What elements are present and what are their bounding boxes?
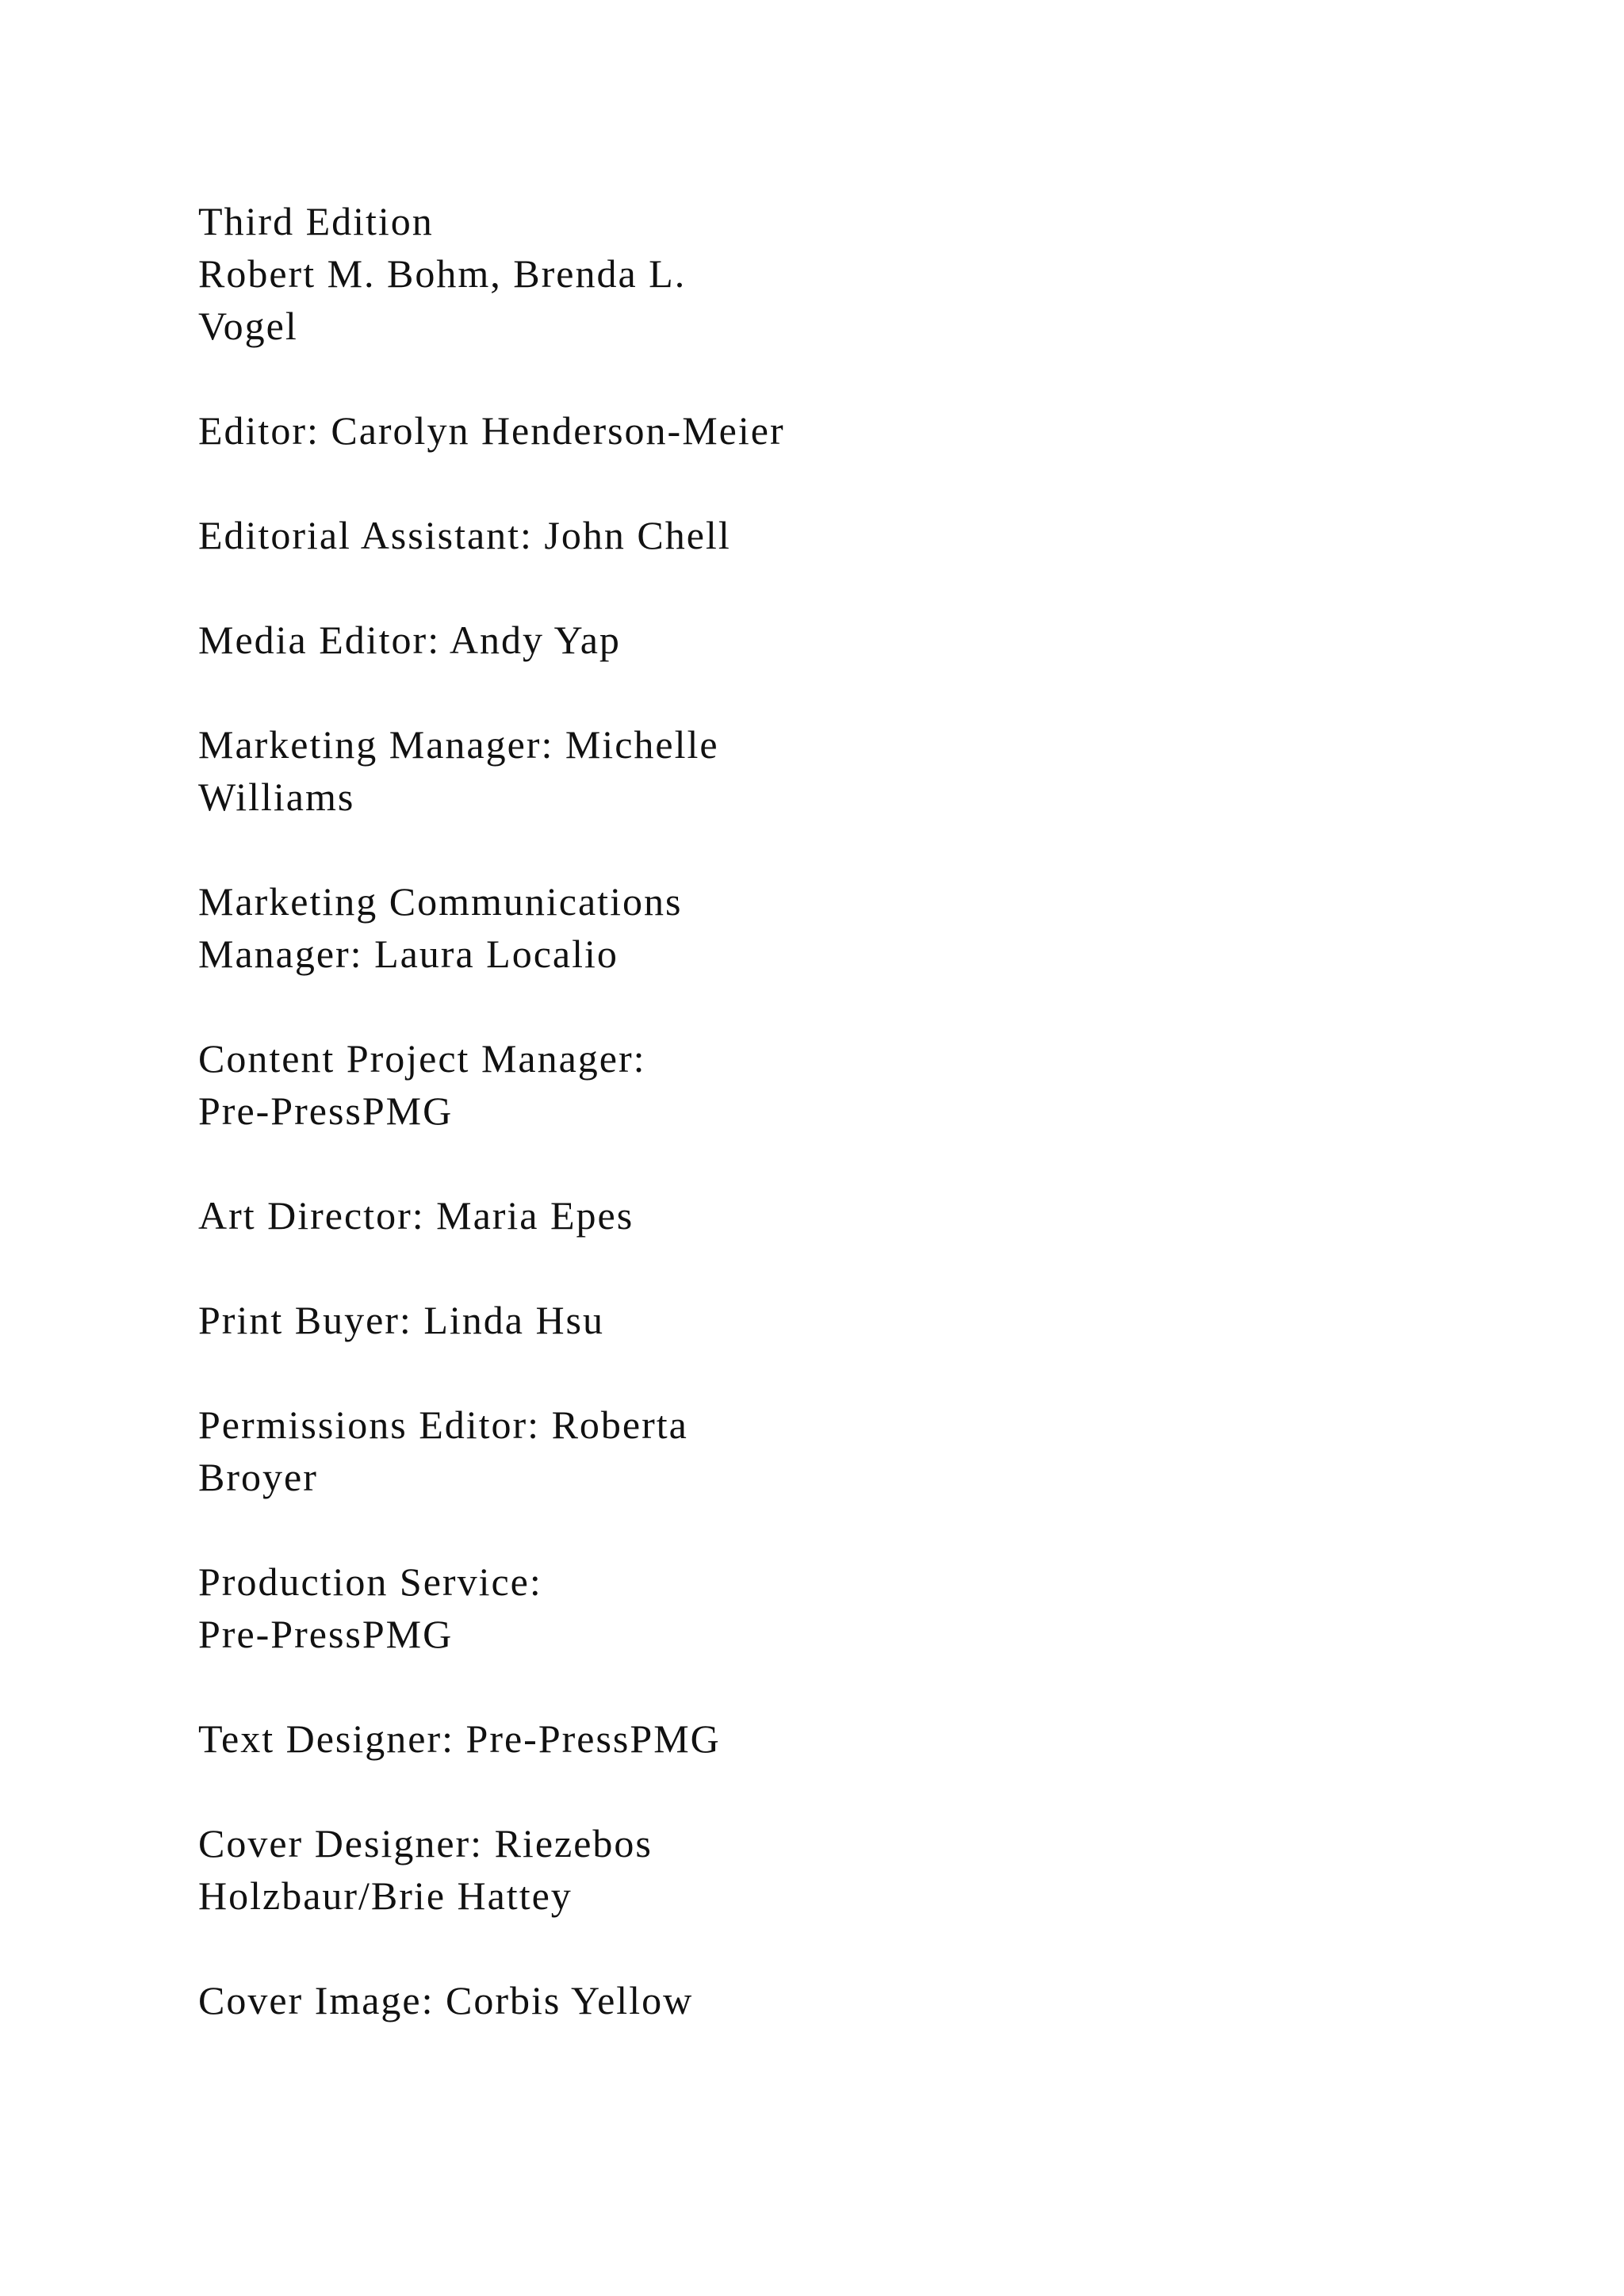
credit-content-project-manager <box>198 1032 1071 1137</box>
credit-line: Editorial Assistant: John Chell <box>198 513 731 557</box>
credit-line: Marketing Communications <box>198 879 683 924</box>
credit-line: Cover Designer: Riezebos <box>198 1821 653 1866</box>
credit-line: Broyer <box>198 1455 318 1499</box>
credit-media-editor <box>198 614 1071 666</box>
credits-text <box>198 195 1071 2026</box>
credit-print-buyer <box>198 1294 1071 1346</box>
credit-text-designer <box>198 1712 1071 1765</box>
credit-line: Manager: Laura Localio <box>198 932 619 976</box>
edition-line: Third Edition <box>198 199 434 243</box>
credit-line: Pre-PressPMG <box>198 1089 454 1133</box>
credit-line: Cover Image: Corbis Yellow <box>198 1978 694 2022</box>
authors-line: Robert M. Bohm, Brenda L. <box>198 251 687 296</box>
credit-line: Media Editor: Andy Yap <box>198 618 621 662</box>
credit-art-director <box>198 1189 1071 1242</box>
credit-cover-designer <box>198 1817 1071 1922</box>
authors-line: Vogel <box>198 304 298 348</box>
credit-line: Production Service: <box>198 1559 542 1604</box>
credit-line: Text Designer: Pre-PressPMG <box>198 1716 721 1761</box>
credit-line: Print Buyer: Linda Hsu <box>198 1298 605 1342</box>
credit-line: Content Project Manager: <box>198 1036 646 1081</box>
credit-line: Art Director: Maria Epes <box>198 1193 634 1238</box>
credit-line: Marketing Manager: Michelle <box>198 722 719 767</box>
credit-marketing-manager <box>198 718 1071 823</box>
credit-production-service <box>198 1556 1071 1660</box>
credit-line: Pre-PressPMG <box>198 1612 454 1656</box>
credit-editorial-assistant <box>198 509 1071 561</box>
credit-line: Permissions Editor: Roberta <box>198 1402 688 1447</box>
credit-editor <box>198 404 1071 457</box>
credit-line: Holzbaur/Brie Hattey <box>198 1873 573 1918</box>
credit-line: Editor: Carolyn Henderson-Meier <box>198 408 785 453</box>
credit-line: Williams <box>198 775 355 819</box>
credit-marketing-communications-manager <box>198 875 1071 980</box>
credit-cover-image <box>198 1974 1071 2026</box>
edition-and-authors <box>198 195 1071 352</box>
credit-permissions-editor <box>198 1399 1071 1503</box>
